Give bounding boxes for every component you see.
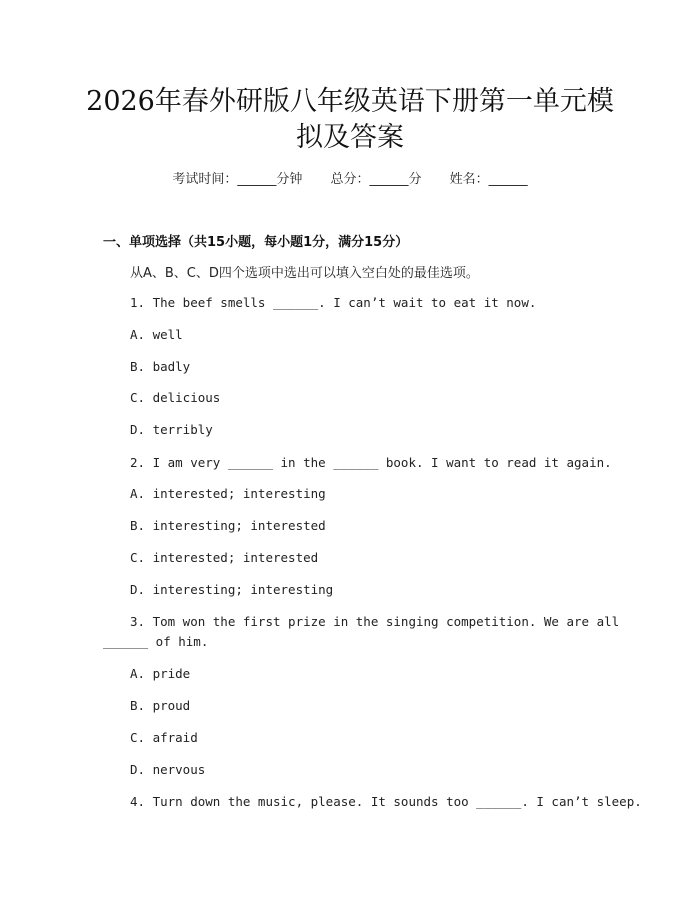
question-4-stem: 4. Turn down the music, please. It sounds too ______. I can’t sleep.	[130, 794, 642, 809]
question-1-stem: 1. The beef smells ______. I can’t wait to eat it now.	[130, 295, 537, 310]
section-instruction: 从A、B、C、D四个选项中选出可以填入空白处的最佳选项。	[130, 266, 479, 281]
question-2-stem: 2. I am very ______ in the ______ book. I want to read it again.	[130, 455, 612, 470]
question-3-option-a: A. pride	[130, 666, 191, 681]
exam-score: 总分：______分	[330, 172, 422, 187]
question-1-option-b: B. badly	[130, 359, 191, 374]
question-2-option-b: B. interesting; interested	[130, 518, 326, 533]
exam-meta	[0, 168, 700, 187]
page-title-line2: 拟及答案	[296, 122, 404, 153]
exam-name: 姓名：______	[449, 172, 528, 187]
question-3-option-d: D. nervous	[130, 762, 206, 777]
question-1-option-a: A. well	[130, 327, 183, 342]
question-3-option-c: C. afraid	[130, 730, 198, 745]
question-1-option-d: D. terribly	[130, 422, 213, 437]
question-2-option-d: D. interesting; interesting	[130, 582, 334, 597]
question-1-option-c: C. delicious	[130, 390, 221, 405]
question-3-stem-line2: ______ of him.	[103, 634, 209, 649]
question-3-stem-line1: 3. Tom won the first prize in the singing competition. We are all	[130, 614, 620, 629]
exam-time: 考试时间：______分钟	[172, 172, 303, 187]
page-title-line1: 2026年春外研版八年级英语下册第一单元模	[86, 86, 614, 117]
question-2-option-c: C. interested; interested	[130, 550, 319, 565]
question-2-option-a: A. interested; interesting	[130, 486, 326, 501]
section-heading: 一、单项选择（共15小题，每小题1分，满分15分）	[103, 235, 409, 250]
question-3-option-b: B. proud	[130, 698, 191, 713]
